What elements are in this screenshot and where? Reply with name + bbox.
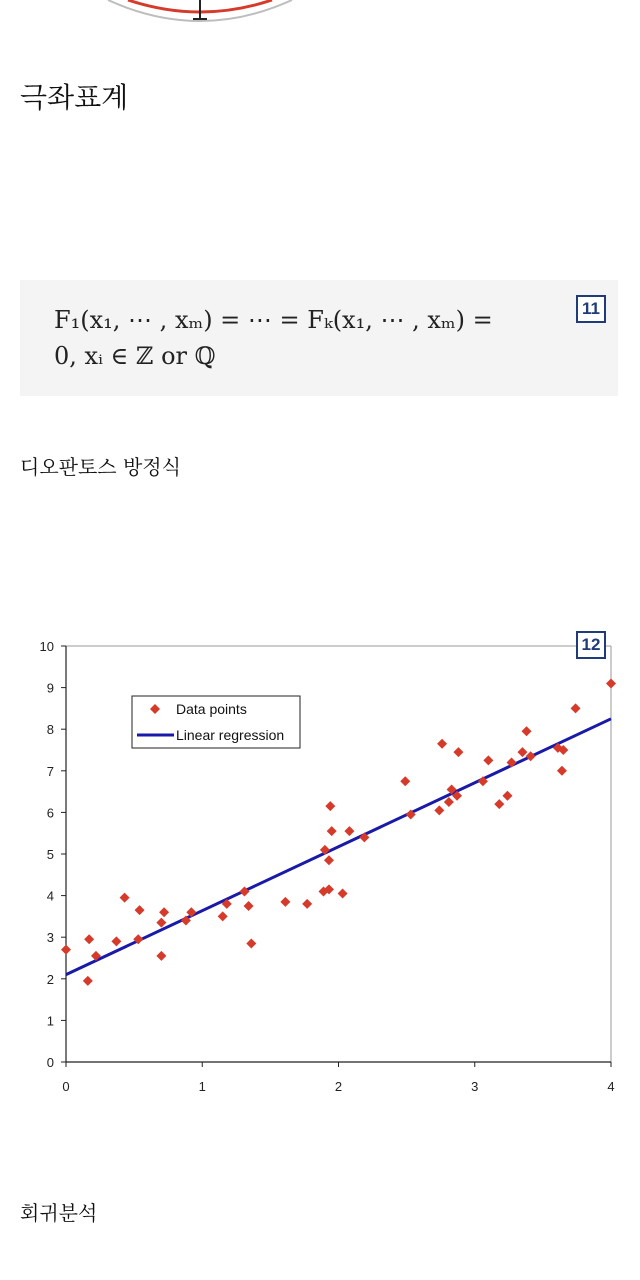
data-point — [522, 726, 532, 736]
y-tick-label: 5 — [46, 847, 54, 862]
data-point — [156, 918, 166, 928]
data-point — [327, 826, 337, 836]
data-point — [453, 747, 463, 757]
section-title-diophantine: 디오판토스 방정식 — [20, 455, 181, 479]
x-tick-label: 0 — [62, 1079, 70, 1094]
y-tick-label: 0 — [46, 1055, 54, 1070]
data-point — [444, 797, 454, 807]
data-point — [111, 936, 121, 946]
data-point — [557, 766, 567, 776]
y-tick-label: 2 — [46, 971, 54, 987]
data-point — [483, 755, 493, 765]
data-point — [61, 945, 71, 955]
data-point — [280, 897, 290, 907]
data-point — [135, 905, 145, 915]
data-point — [494, 799, 504, 809]
y-tick-label: 3 — [46, 930, 54, 946]
x-tick-label: 2 — [334, 1079, 343, 1094]
x-tick-label: 1 — [198, 1079, 206, 1094]
equation-image — [20, 280, 618, 396]
data-point — [434, 805, 444, 815]
data-point — [156, 951, 166, 961]
section-title-regression: 회귀분석 — [20, 1201, 98, 1225]
equation-line-2: 0, xᵢ ∈ ℤ or ℚ — [54, 342, 216, 370]
data-point — [302, 899, 312, 909]
y-tick-label: 4 — [46, 888, 54, 904]
data-point — [338, 889, 348, 899]
figure-number-badge-2: 12 — [576, 631, 606, 659]
equation-line-1: F₁(x₁, ⋯ , xₘ) = ⋯ = Fₖ(x₁, ⋯ , xₘ) = — [54, 306, 493, 334]
figure-number-badge: 11 — [576, 295, 606, 323]
data-point — [344, 826, 354, 836]
data-point — [517, 747, 527, 757]
data-point — [244, 901, 254, 911]
y-tick-label: 7 — [46, 763, 54, 779]
regression-chart — [0, 620, 640, 1110]
x-tick-label: 3 — [471, 1079, 479, 1094]
y-tick-label: 6 — [46, 805, 54, 821]
x-tick-label: 4 — [607, 1079, 615, 1094]
data-point — [218, 911, 228, 921]
data-point — [437, 739, 447, 749]
data-point — [606, 678, 616, 688]
data-point — [246, 938, 256, 948]
data-point — [324, 855, 334, 865]
y-tick-label: 1 — [46, 1013, 54, 1029]
legend-label-data-points: Data points — [176, 701, 247, 717]
data-point — [400, 776, 410, 786]
y-tick-label: 8 — [46, 722, 54, 738]
legend-label-linear-regression: Linear regression — [176, 727, 285, 743]
section-title-polar: 극좌표계 — [20, 81, 129, 114]
data-point — [325, 801, 335, 811]
y-tick-label: 10 — [39, 639, 54, 654]
data-point — [84, 934, 94, 944]
data-point — [83, 976, 93, 986]
y-tick-label: 9 — [46, 680, 54, 696]
data-point — [502, 791, 512, 801]
data-point — [120, 893, 130, 903]
polar-figure — [0, 0, 640, 30]
data-point — [571, 703, 581, 713]
data-point — [159, 907, 169, 917]
